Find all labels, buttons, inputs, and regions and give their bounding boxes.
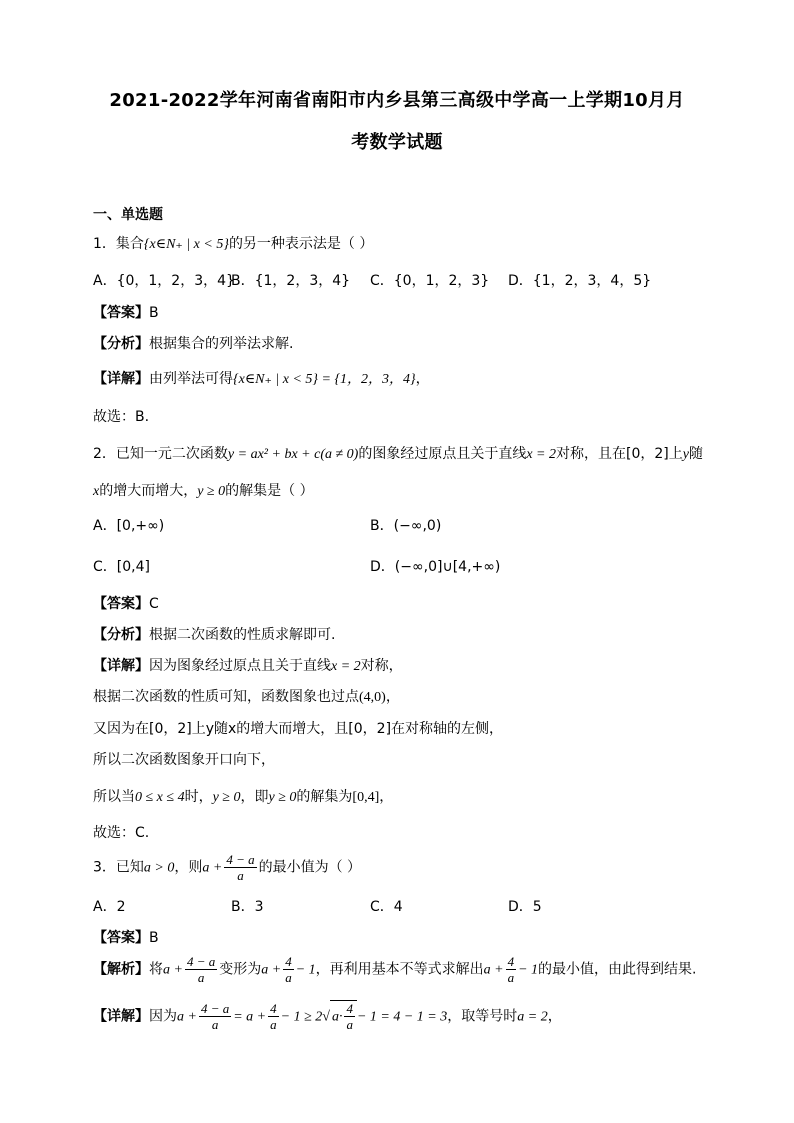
q3-analysis-tag: 【解析】: [93, 961, 149, 978]
q3-de-frac2: [268, 1001, 279, 1032]
q2-prefix: 2．已知一元二次函数: [93, 446, 228, 462]
q1-conclusion: 故选：B.: [93, 409, 150, 425]
q1-detail-set: {x∈N₊ | x < 5} = {1，2，3，4}: [233, 372, 416, 387]
q2-detail-line-1: [93, 655, 403, 675]
section-heading: 一、单选题: [93, 207, 163, 223]
q2-detail-l5a: 所以当: [93, 789, 135, 805]
q2-y: y: [682, 447, 689, 462]
q3-an-f1n: 4 − a: [186, 954, 216, 969]
q3-fraction: [224, 852, 256, 883]
q1-answer-tag: 【答案】: [93, 305, 149, 321]
q3-de-eq: a = 2: [517, 1009, 548, 1025]
q2-detail-l2b: (4,0): [359, 690, 386, 705]
q3-frac-num: 4 − a: [226, 852, 255, 867]
q3-option-d: D．5: [508, 899, 542, 915]
q3-detail-tag: 【详解】: [93, 1008, 149, 1025]
q3-an-expr3: a +: [483, 962, 504, 978]
q3-frac-den: a: [237, 868, 244, 883]
q2-detail-line-2: [93, 686, 400, 706]
q2-detail-l5c: 时，: [184, 789, 213, 805]
q2-answer: [93, 593, 159, 613]
q1-option-a: A．{0，1，2，3，4}: [93, 273, 235, 289]
q2-option-a: A．[0,+∞): [93, 518, 165, 534]
q3-an-frac3: [506, 954, 517, 985]
q2-line-eq: x = 2: [526, 447, 556, 462]
q2-detail-l2c: ，: [385, 689, 400, 705]
q2-stem-line-2: [93, 480, 314, 500]
q2-detail-l1b: x = 2: [331, 659, 361, 674]
q2-analysis-tag: 【分析】: [93, 627, 149, 643]
q3-an-b: 变形为: [219, 961, 262, 978]
q3-de-sqrt: [330, 1000, 357, 1032]
q1-detail: [93, 368, 430, 388]
q3-stem: [93, 852, 361, 883]
q3-an-f3d: a: [507, 970, 515, 985]
q3-option-a: A．2: [93, 899, 126, 915]
q2-inequality: y ≥ 0: [197, 484, 226, 499]
q3-de-c: ，: [547, 1008, 562, 1025]
q2-option-c: C．[0,4]: [93, 559, 150, 575]
q2-answer-tag: 【答案】: [93, 596, 149, 612]
q2-tail: 对称，且在[0，2]上: [556, 446, 683, 462]
q2-detail-l5d: y ≥ 0: [212, 790, 241, 805]
q1-answer: [93, 302, 159, 322]
q3-de-f1n: 4 − a: [200, 1001, 230, 1016]
q2-detail-line-4: 所以二次函数图象开口向下，: [93, 752, 275, 768]
q3-condition: a > 0: [143, 860, 175, 876]
q3-expr: a +: [202, 860, 223, 876]
q2-detail-l1c: 对称，: [360, 658, 403, 674]
q3-de-frac1: [199, 1001, 231, 1032]
q2-analysis: [93, 624, 335, 644]
q3-an-expr3b: − 1: [518, 962, 539, 978]
q3-an-f1d: a: [197, 970, 205, 985]
q1-detail-c: ，: [415, 371, 430, 387]
q3-an-f2n: 4: [285, 954, 292, 969]
q3-mid: ，则: [174, 859, 203, 876]
q1-option-c: C．{0，1，2，3}: [370, 273, 490, 289]
q2-option-b: B．(−∞,0): [370, 518, 442, 534]
q3-de-e4: − 1 = 4 − 1 = 3: [356, 1009, 448, 1025]
q1-stem: [93, 233, 373, 253]
q2-stem-line-1: [93, 443, 703, 463]
q1-prefix: 1．集合: [93, 236, 144, 252]
q1-analysis: [93, 333, 293, 353]
q3-an-expr2b: − 1: [295, 962, 316, 978]
q3-de-e3: − 1 ≥ 2: [280, 1009, 323, 1025]
q2-detail-l5g: 的解集为: [296, 789, 353, 805]
q3-an-f3n: 4: [507, 954, 515, 969]
q3-de-f2n: 4: [270, 1001, 277, 1016]
q1-detail-tag: 【详解】: [93, 371, 149, 387]
q2-function: y = ax² + bx + c(a ≠ 0): [227, 447, 359, 462]
q3-prefix: 3．已知: [93, 859, 144, 876]
q3-an-c: ，再利用基本不等式求解出: [315, 961, 484, 978]
sqrt-sign-icon: √: [322, 1009, 330, 1025]
q2-analysis-text: 根据二次函数的性质求解即可.: [149, 627, 336, 643]
q1-answer-value: B: [149, 305, 159, 321]
q1-detail-a: 由列举法可得: [149, 371, 233, 387]
q1-option-d: D．{1，2，3，4，5}: [508, 273, 652, 289]
q2-detail-l5i: ，: [379, 789, 394, 805]
q2-conclusion: 故选：C.: [93, 825, 150, 841]
q3-an-expr2: a +: [261, 962, 282, 978]
q2-detail-l5f: y ≥ 0: [268, 790, 297, 805]
q3-an-frac1: [185, 954, 217, 985]
q2-detail-l2a: 根据二次函数的性质可知，函数图象也过点: [93, 689, 359, 705]
document-title-line-1: 2021-2022学年河南省南阳市内乡县第三高级中学高一上学期10月月: [109, 90, 685, 111]
q2-option-d: D．(−∞,0]∪[4,+∞): [370, 559, 501, 575]
q3-an-f2d: a: [285, 970, 292, 985]
q3-option-c: C．4: [370, 899, 403, 915]
q3-suffix: 的最小值为（ ）: [258, 859, 362, 876]
q2-detail-line-3: 又因为在[0，2]上y随x的增大而增大，且[0，2]在对称轴的左侧，: [93, 721, 504, 737]
q2-detail-tag: 【详解】: [93, 658, 149, 674]
q2-detail-l5e: ，即: [240, 789, 269, 805]
q2-line2-a: 的增大而增大，: [99, 483, 198, 499]
q2-answer-value: C: [149, 596, 159, 612]
document-title-line-2: 考数学试题: [351, 132, 443, 153]
q2-tail2: 随: [688, 446, 703, 462]
q3-de-b: ，取等号时: [447, 1008, 518, 1025]
q3-de-f3d: a: [346, 1017, 353, 1032]
q3-detail: [93, 1000, 562, 1032]
q3-analysis: [93, 954, 697, 985]
q1-option-b: B．{1，2，3，4}: [231, 273, 351, 289]
q3-de-f3n: 4: [346, 1001, 353, 1016]
q2-mid: 的图象经过原点且关于直线: [358, 446, 527, 462]
q2-detail-l1a: 因为图象经过原点且关于直线: [149, 658, 331, 674]
q3-an-a: 将: [149, 961, 163, 978]
q2-detail-l5h: [0,4]: [352, 790, 380, 805]
q3-de-e2: = a +: [233, 1009, 267, 1025]
q1-analysis-text: 根据集合的列举法求解.: [149, 336, 294, 352]
q1-suffix: 的另一种表示法是（ ）: [228, 236, 374, 252]
q3-answer: [93, 927, 159, 947]
q3-answer-tag: 【答案】: [93, 930, 149, 946]
q2-x: x: [93, 484, 100, 499]
q3-option-b: B．3: [231, 899, 264, 915]
q3-de-a: 因为: [149, 1008, 177, 1025]
q1-set: {x∈N₊ | x < 5}: [143, 237, 229, 252]
q3-de-sq-a: a·: [331, 1009, 343, 1025]
q3-answer-value: B: [149, 930, 159, 946]
q3-de-e1: a +: [177, 1009, 197, 1025]
q2-line2-b: 的解集是（ ）: [225, 483, 314, 499]
q3-de-f1d: a: [211, 1017, 219, 1032]
q1-analysis-tag: 【分析】: [93, 336, 149, 352]
q3-an-frac2: [283, 954, 294, 985]
q3-de-frac3: [344, 1001, 355, 1032]
q3-an-d: 的最小值，由此得到结果.: [538, 961, 697, 978]
q2-detail-line-5: [93, 786, 393, 806]
q2-detail-l5b: 0 ≤ x ≤ 4: [135, 790, 185, 805]
q3-an-expr1: a +: [163, 962, 183, 978]
q3-de-f2d: a: [270, 1017, 277, 1032]
